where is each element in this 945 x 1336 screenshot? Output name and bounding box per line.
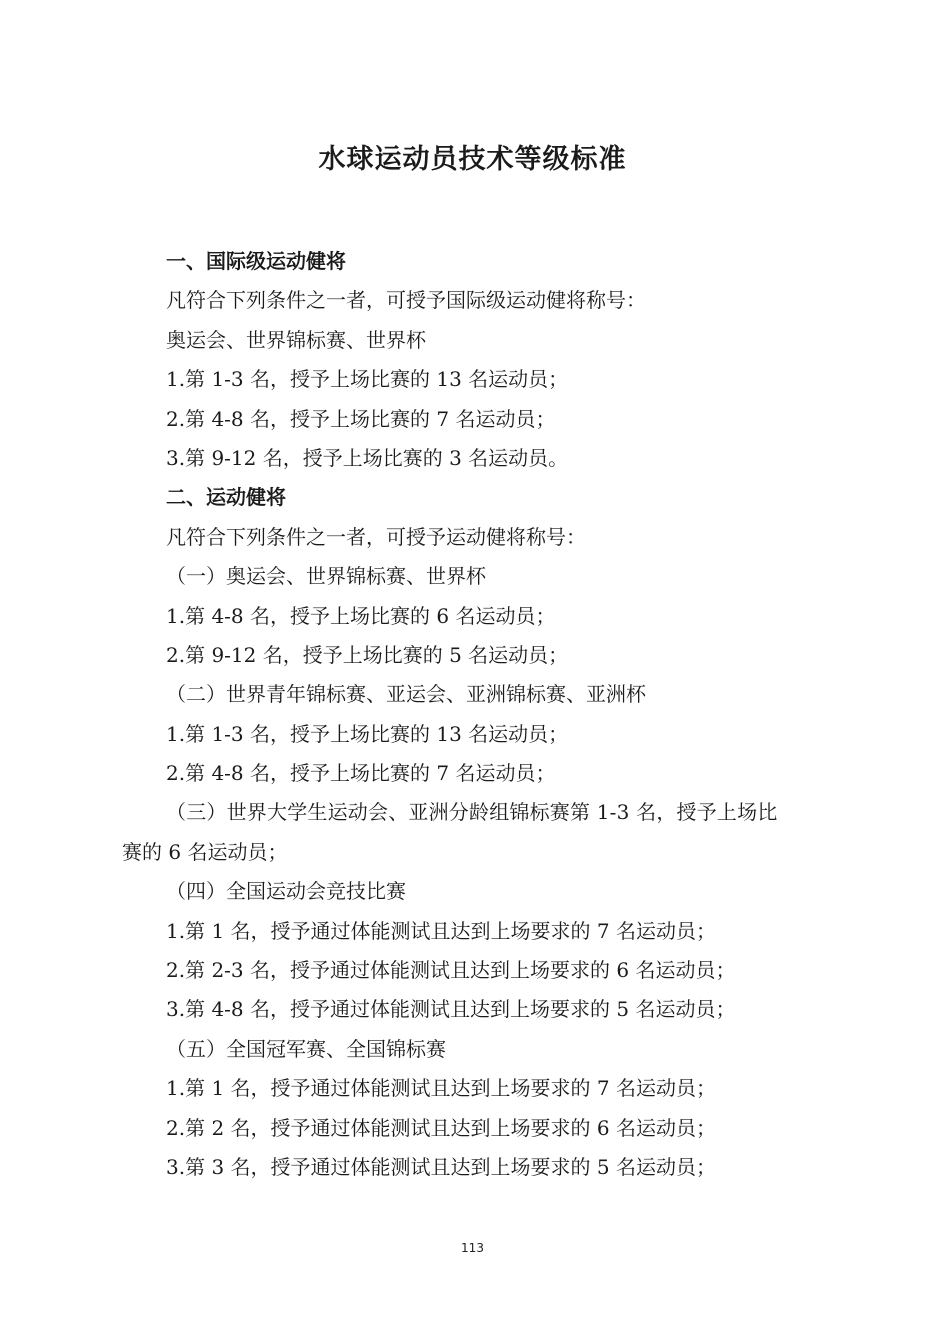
list-item: 1.第 1-3 名，授予上场比赛的 13 名运动员； — [166, 367, 569, 392]
subsection-heading: （一）奥运会、世界锦标赛、世界杯 — [166, 564, 486, 589]
paragraph-continuation: 赛的 6 名运动员； — [122, 839, 288, 864]
section-heading-international-master: 一、国际级运动健将 — [166, 249, 346, 273]
paragraph-line: 凡符合下列条件之一者，可授予运动健将称号： — [166, 524, 586, 549]
list-item: 1.第 1-3 名，授予上场比赛的 13 名运动员； — [166, 721, 569, 746]
list-item: 3.第 9-12 名，授予上场比赛的 3 名运动员。 — [166, 445, 569, 470]
list-item: 1.第 4-8 名，授予上场比赛的 6 名运动员； — [166, 603, 556, 628]
list-item: 2.第 4-8 名，授予上场比赛的 7 名运动员； — [166, 761, 556, 786]
list-item: 1.第 1 名，授予通过体能测试且达到上场要求的 7 名运动员； — [166, 918, 716, 943]
paragraph-line: 凡符合下列条件之一者，可授予国际级运动健将称号： — [166, 288, 646, 313]
subsection-heading: （二）世界青年锦标赛、亚运会、亚洲锦标赛、亚洲杯 — [166, 682, 646, 707]
page-number: 113 — [461, 1241, 484, 1255]
list-item: 2.第 9-12 名，授予上场比赛的 5 名运动员； — [166, 642, 569, 667]
list-item: 2.第 2 名，授予通过体能测试且达到上场要求的 6 名运动员； — [166, 1115, 716, 1140]
list-item: 2.第 4-8 名，授予上场比赛的 7 名运动员； — [166, 406, 556, 431]
document-body — [122, 242, 827, 1187]
page-title: 水球运动员技术等级标准 — [318, 144, 627, 175]
list-item: 2.第 2-3 名，授予通过体能测试且达到上场要求的 6 名运动员； — [166, 958, 736, 983]
subsection-heading: （四）全国运动会竞技比赛 — [166, 879, 406, 904]
paragraph-line: 奥运会、世界锦标赛、世界杯 — [166, 327, 426, 352]
subsection-heading: （三）世界大学生运动会、亚洲分龄组锦标赛第 1-3 名，授予上场比 — [166, 800, 778, 825]
list-item: 3.第 4-8 名，授予通过体能测试且达到上场要求的 5 名运动员； — [166, 997, 736, 1022]
list-item: 1.第 1 名，授予通过体能测试且达到上场要求的 7 名运动员； — [166, 1076, 716, 1101]
list-item: 3.第 3 名，授予通过体能测试且达到上场要求的 5 名运动员； — [166, 1154, 716, 1179]
subsection-heading: （五）全国冠军赛、全国锦标赛 — [166, 1036, 446, 1061]
section-heading-master: 二、运动健将 — [166, 485, 286, 510]
